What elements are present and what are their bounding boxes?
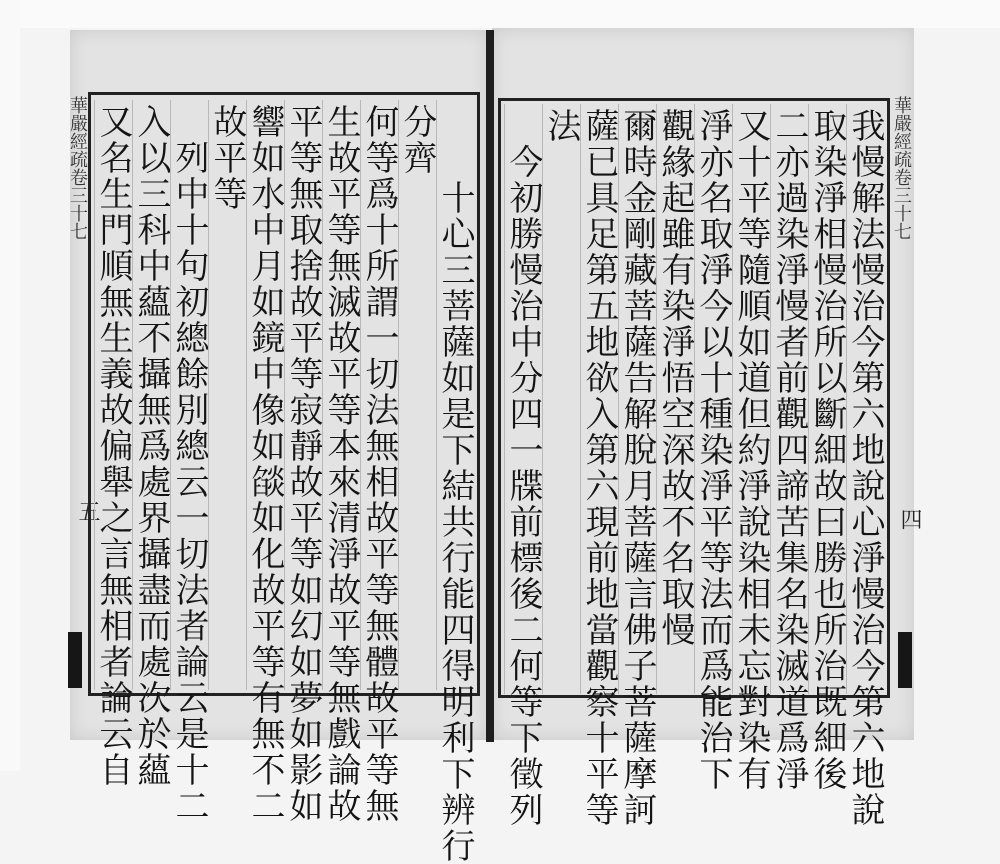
book-gutter xyxy=(486,30,494,742)
text-column: 二亦過染淨慢者前觀四諦苦集名染滅道爲淨 xyxy=(770,104,808,694)
text-column: 淨亦名取淨今以十種染淨平等法而爲能治下 xyxy=(694,104,732,694)
text-column: 觀緣起雖有染淨悟空深故不名取慢 xyxy=(656,104,694,694)
scan-border-left xyxy=(0,0,20,771)
left-margin-title: 華嚴經疏卷三十七 xyxy=(67,96,88,240)
text-column: 法 xyxy=(542,104,580,694)
text-column: 分齊 xyxy=(398,100,436,690)
left-page-number: 五 xyxy=(75,500,100,522)
text-column: 取染淨相慢治所以斷細故曰勝也所治既細後 xyxy=(808,104,846,694)
text-column: 薩已具足第五地欲入第六現前地當觀察十平等 xyxy=(580,104,618,694)
scan-border-top xyxy=(0,0,1000,28)
text-column: 平等無取捨故平等寂靜故平等如幻如夢如影如 xyxy=(284,100,322,690)
text-column: 我慢解法慢治今第六地說心淨慢治今第六地說 xyxy=(846,104,884,694)
left-page-columns xyxy=(93,100,475,864)
right-page-number: 四 xyxy=(897,508,922,530)
right-page-columns xyxy=(503,104,885,828)
text-column: 十心三菩薩如是下結共行能四得明利下辨行 xyxy=(436,100,474,690)
right-edge-tab xyxy=(898,632,912,688)
text-column: 故平等 xyxy=(208,100,246,690)
right-margin-title: 華嚴經疏卷三十七 xyxy=(891,96,912,240)
text-column: 何等爲十所謂一切法無相故平等無體故平等無 xyxy=(360,100,398,690)
text-column: 爾時金剛藏菩薩告解脫月菩薩言佛子菩薩摩訶 xyxy=(618,104,656,694)
text-column: 生故平等無滅故平等本來清淨故平等無戲論故 xyxy=(322,100,360,690)
text-column: 列中十句初總餘別總云一切法者論云是十二 xyxy=(170,100,208,690)
left-edge-tab xyxy=(68,632,82,688)
text-column: 響如水中月如鏡中像如燄如化故平等有無不二 xyxy=(246,100,284,690)
text-column: 又十平等隨順如道但約淨說染相未忘對染有 xyxy=(732,104,770,694)
text-column: 今初勝慢治中分四一牒前標後二何等下徵列 xyxy=(504,104,542,694)
text-column: 又名生門順無生義故偏舉之言無相者論云自 xyxy=(94,100,132,690)
text-column: 入以三科中蘊不攝無爲處界攝盡而處次於蘊 xyxy=(132,100,170,690)
